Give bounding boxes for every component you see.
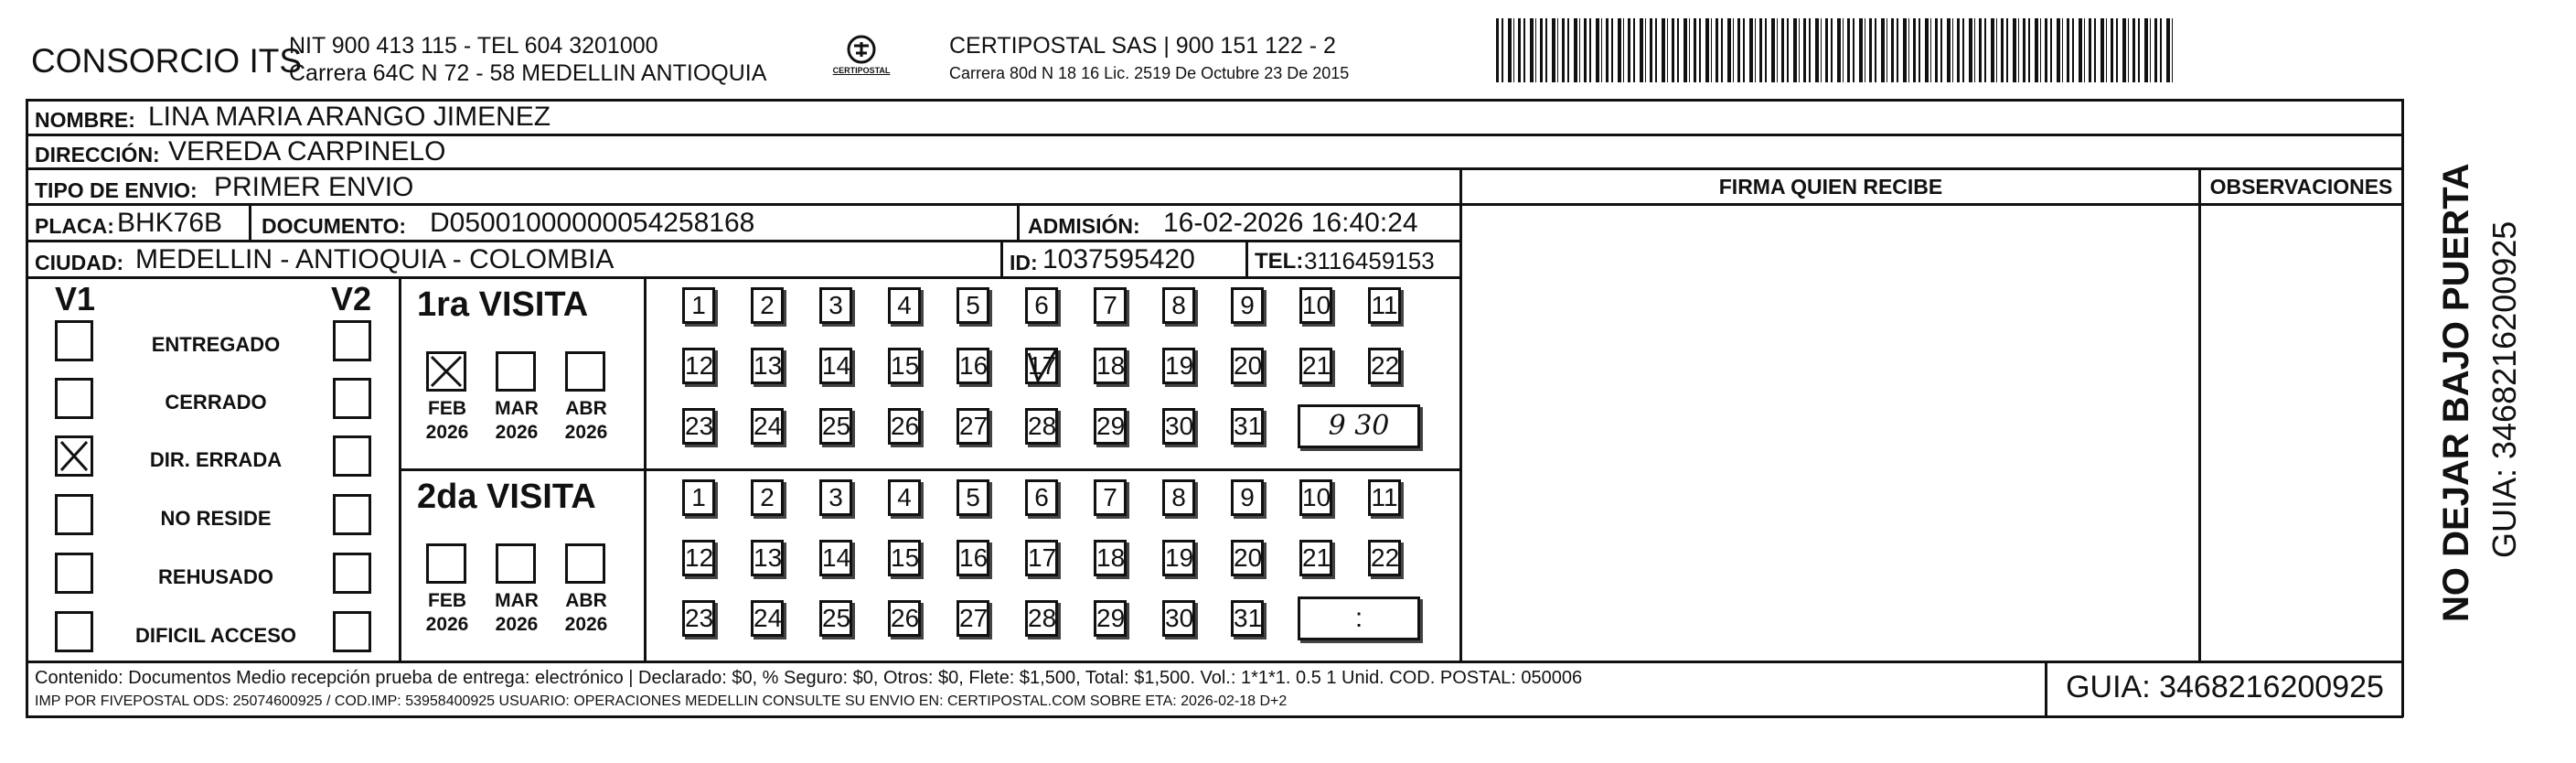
certipostal-logo-icon xyxy=(834,33,889,79)
id-value: 1037595420 xyxy=(1042,244,1195,274)
v2-checkbox[interactable] xyxy=(333,611,371,652)
visit1-day-box[interactable]: 26 xyxy=(888,408,921,445)
visit1-day-box[interactable]: 28 xyxy=(1025,408,1058,445)
visit2-day-box[interactable]: 21 xyxy=(1299,540,1332,576)
visit2-day-box[interactable]: 30 xyxy=(1162,600,1195,637)
visit2-day-box[interactable]: 29 xyxy=(1094,600,1127,637)
side-warning: NO DEJAR BAJO PUERTA xyxy=(2436,163,2476,622)
visit2-day-box[interactable]: 14 xyxy=(819,540,852,576)
visit2-day-box[interactable]: 10 xyxy=(1299,479,1332,516)
visit1-month-checkbox[interactable] xyxy=(496,351,536,392)
tel-label: TEL: xyxy=(1255,249,1304,274)
v1-checkbox[interactable] xyxy=(55,611,93,652)
visit1-day-box[interactable]: 16 xyxy=(957,348,989,384)
visit1-day-box[interactable]: 7 xyxy=(1094,287,1127,324)
visit1-day-box[interactable]: 18 xyxy=(1094,348,1127,384)
visit2-day-box[interactable]: 11 xyxy=(1368,479,1401,516)
status-label: DIFICIL ACCESO xyxy=(134,624,296,647)
x-mark-icon xyxy=(58,438,91,474)
visit2-month-checkbox[interactable] xyxy=(496,543,536,584)
firma-header: FIRMA QUIEN RECIBE xyxy=(1718,175,1943,199)
visit2-month-checkbox[interactable] xyxy=(426,543,466,584)
status-label: DIR. ERRADA xyxy=(149,448,283,471)
v2-checkbox[interactable] xyxy=(333,494,371,535)
visit1-day-box[interactable]: 4 xyxy=(888,287,921,324)
visit1-day-box[interactable]: 10 xyxy=(1299,287,1332,324)
certipostal-line2: Carrera 80d N 18 16 Lic. 2519 De Octubre 23 De 2015 xyxy=(949,64,1350,82)
v2-checkbox[interactable] xyxy=(333,553,371,594)
placa-value: BHK76B xyxy=(117,208,223,238)
visit1-day-box[interactable]: 24 xyxy=(751,408,784,445)
visit2-day-box[interactable]: 25 xyxy=(819,600,852,637)
visit1-time-box[interactable]: 9 30 xyxy=(1298,404,1420,448)
visit1-month-label: FEB xyxy=(428,398,466,419)
admision-value: 16-02-2026 16:40:24 xyxy=(1163,208,1418,238)
tipo-envio-value: PRIMER ENVIO xyxy=(214,172,414,202)
visit1-day-box[interactable]: 31 xyxy=(1231,408,1264,445)
direccion-value: VEREDA CARPINELO xyxy=(168,136,446,167)
visit2-year-label: 2026 xyxy=(564,614,608,635)
visit2-year-label: 2026 xyxy=(495,614,539,635)
visit2-month-label: FEB xyxy=(428,590,466,611)
v2-checkbox[interactable] xyxy=(333,320,371,361)
visit2-day-box[interactable]: 24 xyxy=(751,600,784,637)
visit1-day-box[interactable]: 6 xyxy=(1025,287,1058,324)
visit2-day-box[interactable]: 1 xyxy=(682,479,715,516)
visit2-day-box[interactable]: 31 xyxy=(1231,600,1264,637)
visit1-year-label: 2026 xyxy=(495,422,539,443)
visit2-day-box[interactable]: 4 xyxy=(888,479,921,516)
visit2-title: 2da VISITA xyxy=(417,478,596,516)
visit2-day-box[interactable]: 13 xyxy=(751,540,784,576)
side-guia: GUIA: 3468216200925 xyxy=(2485,220,2523,558)
visit1-year-label: 2026 xyxy=(564,422,608,443)
visit1-day-box[interactable]: 22 xyxy=(1368,348,1401,384)
logo-label: CERTIPOSTAL xyxy=(832,66,891,75)
tipo-envio-label: TIPO DE ENVIO: xyxy=(35,178,198,202)
observaciones-header: OBSERVACIONES xyxy=(2209,175,2393,199)
visit2-day-box[interactable]: 5 xyxy=(957,479,989,516)
visit1-day-box[interactable]: 21 xyxy=(1299,348,1332,384)
documento-label: DOCUMENTO: xyxy=(262,214,407,238)
visit1-day-box[interactable]: 5 xyxy=(957,287,989,324)
visit1-day-box[interactable]: 14 xyxy=(819,348,852,384)
v1-checkbox[interactable] xyxy=(55,494,93,535)
documento-value: D05001000000054258168 xyxy=(430,208,755,238)
visit2-month-label: MAR xyxy=(495,590,539,611)
visit2-day-box[interactable]: 6 xyxy=(1025,479,1058,516)
visit1-day-box[interactable]: 30 xyxy=(1162,408,1195,445)
v1-checkbox[interactable] xyxy=(55,553,93,594)
visit2-month-checkbox[interactable] xyxy=(565,543,605,584)
v2-checkbox[interactable] xyxy=(333,435,371,477)
visit1-day-box[interactable]: 29 xyxy=(1094,408,1127,445)
visit1-month-label: ABR xyxy=(565,398,607,419)
certipostal-line1: CERTIPOSTAL SAS | 900 151 122 - 2 xyxy=(949,33,1336,59)
footer-guia: GUIA: 3468216200925 xyxy=(2066,670,2384,704)
visit1-day-box[interactable]: 19 xyxy=(1162,348,1195,384)
visit2-day-box[interactable]: 18 xyxy=(1094,540,1127,576)
visit1-day-box[interactable]: 23 xyxy=(682,408,715,445)
status-label: ENTREGADO xyxy=(151,333,281,356)
v1-header: V1 xyxy=(55,280,96,317)
visit2-day-box[interactable]: 26 xyxy=(888,600,921,637)
footer-imp: IMP POR FIVEPOSTAL ODS: 25074600925 / COD.IMP: 53958400925 USUARIO: OPERACIONES MEDELLIN CONSULTE SU ENVIO EN: CERTIPOSTAL.COM SOBRE ETA: 2026-02-18 D+2 xyxy=(35,693,1288,709)
v1-checkbox[interactable] xyxy=(55,435,93,477)
visit2-day-box[interactable]: 7 xyxy=(1094,479,1127,516)
visit2-day-box[interactable]: 3 xyxy=(819,479,852,516)
visit1-day-box[interactable]: 17 xyxy=(1025,348,1058,384)
barcode xyxy=(1496,18,2176,82)
v2-header: V2 xyxy=(331,280,372,317)
visit1-day-box[interactable]: 25 xyxy=(819,408,852,445)
ciudad-value: MEDELLIN - ANTIOQUIA - COLOMBIA xyxy=(135,244,615,274)
visit1-day-box[interactable]: 8 xyxy=(1162,287,1195,324)
nombre-value: LINA MARIA ARANGO JIMENEZ xyxy=(148,102,551,132)
visit1-day-box[interactable]: 27 xyxy=(957,408,989,445)
visit2-day-box[interactable]: 23 xyxy=(682,600,715,637)
visit1-day-box[interactable]: 12 xyxy=(682,348,715,384)
footer-contenido: Contenido: Documentos Medio recepción prueba de entrega: electrónico | Declarado: $0, % Seguro: $0, Otros: $0, Flete: $1,500, Total: $1,500. Vol.: 1*1*1. 0.5 1 Unid. COD. POSTAL: 050006 xyxy=(35,668,1583,688)
visit2-day-box[interactable]: 12 xyxy=(682,540,715,576)
visit2-day-box[interactable]: 17 xyxy=(1025,540,1058,576)
visit1-year-label: 2026 xyxy=(425,422,469,443)
visit1-day-box[interactable]: 20 xyxy=(1231,348,1264,384)
company-nit-tel: NIT 900 413 115 - TEL 604 3201000 xyxy=(289,33,658,59)
admision-label: ADMISIÓN: xyxy=(1028,214,1140,238)
visit2-day-box[interactable]: 16 xyxy=(957,540,989,576)
visit2-day-box[interactable]: 2 xyxy=(751,479,784,516)
visit1-month-label: MAR xyxy=(495,398,539,419)
v2-checkbox[interactable] xyxy=(333,378,371,419)
visit1-day-box[interactable]: 11 xyxy=(1368,287,1401,324)
status-label: CERRADO xyxy=(165,391,267,414)
v1-checkbox[interactable] xyxy=(55,320,93,361)
visit2-month-label: ABR xyxy=(565,590,607,611)
visit1-day-box[interactable]: 1 xyxy=(682,287,715,324)
visit2-time-box[interactable]: : xyxy=(1298,596,1420,640)
placa-label: PLACA: xyxy=(35,214,114,238)
company-address: Carrera 64C N 72 - 58 MEDELLIN ANTIOQUIA xyxy=(289,60,767,86)
visit1-day-box[interactable]: 15 xyxy=(888,348,921,384)
visit1-day-box[interactable]: 9 xyxy=(1231,287,1264,324)
company-name: CONSORCIO ITS xyxy=(31,42,303,80)
visit2-day-box[interactable]: 15 xyxy=(888,540,921,576)
visit1-month-checkbox[interactable] xyxy=(565,351,605,392)
visit2-day-box[interactable]: 20 xyxy=(1231,540,1264,576)
visit2-day-box[interactable]: 19 xyxy=(1162,540,1195,576)
x-mark-icon xyxy=(429,354,464,389)
check-mark-icon xyxy=(1023,346,1060,386)
visit1-title: 1ra VISITA xyxy=(417,285,589,324)
visit1-month-checkbox[interactable] xyxy=(426,351,466,392)
status-label: REHUSADO xyxy=(158,565,273,588)
visit1-day-box[interactable]: 13 xyxy=(751,348,784,384)
visit1-day-box[interactable]: 2 xyxy=(751,287,784,324)
visit2-day-box[interactable]: 9 xyxy=(1231,479,1264,516)
v1-checkbox[interactable] xyxy=(55,378,93,419)
ciudad-label: CIUDAD: xyxy=(35,251,124,274)
visit2-day-box[interactable]: 8 xyxy=(1162,479,1195,516)
visit2-day-box[interactable]: 22 xyxy=(1368,540,1401,576)
visit2-day-box[interactable]: 27 xyxy=(957,600,989,637)
nombre-label: NOMBRE: xyxy=(35,108,135,132)
visit2-day-box[interactable]: 28 xyxy=(1025,600,1058,637)
tel-value: 3116459153 xyxy=(1304,247,1435,274)
visit1-day-box[interactable]: 3 xyxy=(819,287,852,324)
status-label: NO RESIDE xyxy=(160,507,272,530)
visit2-year-label: 2026 xyxy=(425,614,469,635)
direccion-label: DIRECCIÓN: xyxy=(35,143,160,167)
id-label: ID: xyxy=(1010,251,1038,274)
